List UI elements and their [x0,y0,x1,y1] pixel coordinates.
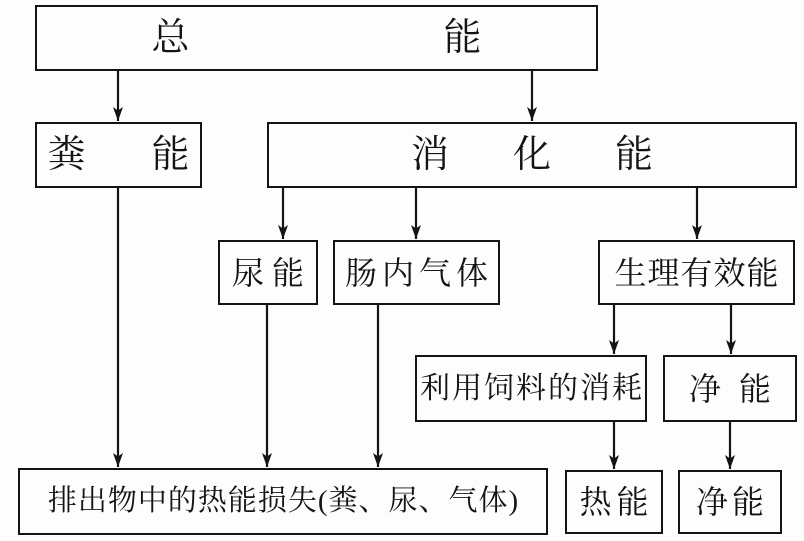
node-urine-energy-label: 尿能 [231,254,312,291]
node-net-energy-upper-label: 净能 [688,370,789,407]
node-excreta-heat-loss [18,468,548,535]
node-gross-energy [35,5,736,71]
node-physiologically-available-energy [598,240,795,305]
node-net-energy-upper [663,355,797,422]
node-feed-utilization-consumption-label: 利用饲料的消耗 [420,371,644,405]
node-fecal-energy [35,122,256,188]
node-intestinal-gas [333,240,500,305]
node-heat-energy [565,470,663,534]
node-net-energy-lower-label: 净能 [695,484,768,520]
node-physiologically-available-energy-label: 生理有效能 [614,254,780,291]
node-digestible-energy [267,122,797,188]
node-intestinal-gas-label: 肠内气体 [344,254,493,291]
node-digestible-energy-label: 消化能 [410,134,717,176]
node-feed-utilization-consumption [415,355,647,422]
node-urine-energy [218,240,318,305]
node-net-energy-lower [678,470,782,534]
node-fecal-energy-label: 粪能 [47,134,256,176]
node-heat-energy-label: 热能 [579,484,654,520]
node-excreta-heat-loss-label: 排出物中的热能损失(粪、尿、气体) [47,485,520,517]
node-gross-energy-label: 总能 [151,17,736,59]
